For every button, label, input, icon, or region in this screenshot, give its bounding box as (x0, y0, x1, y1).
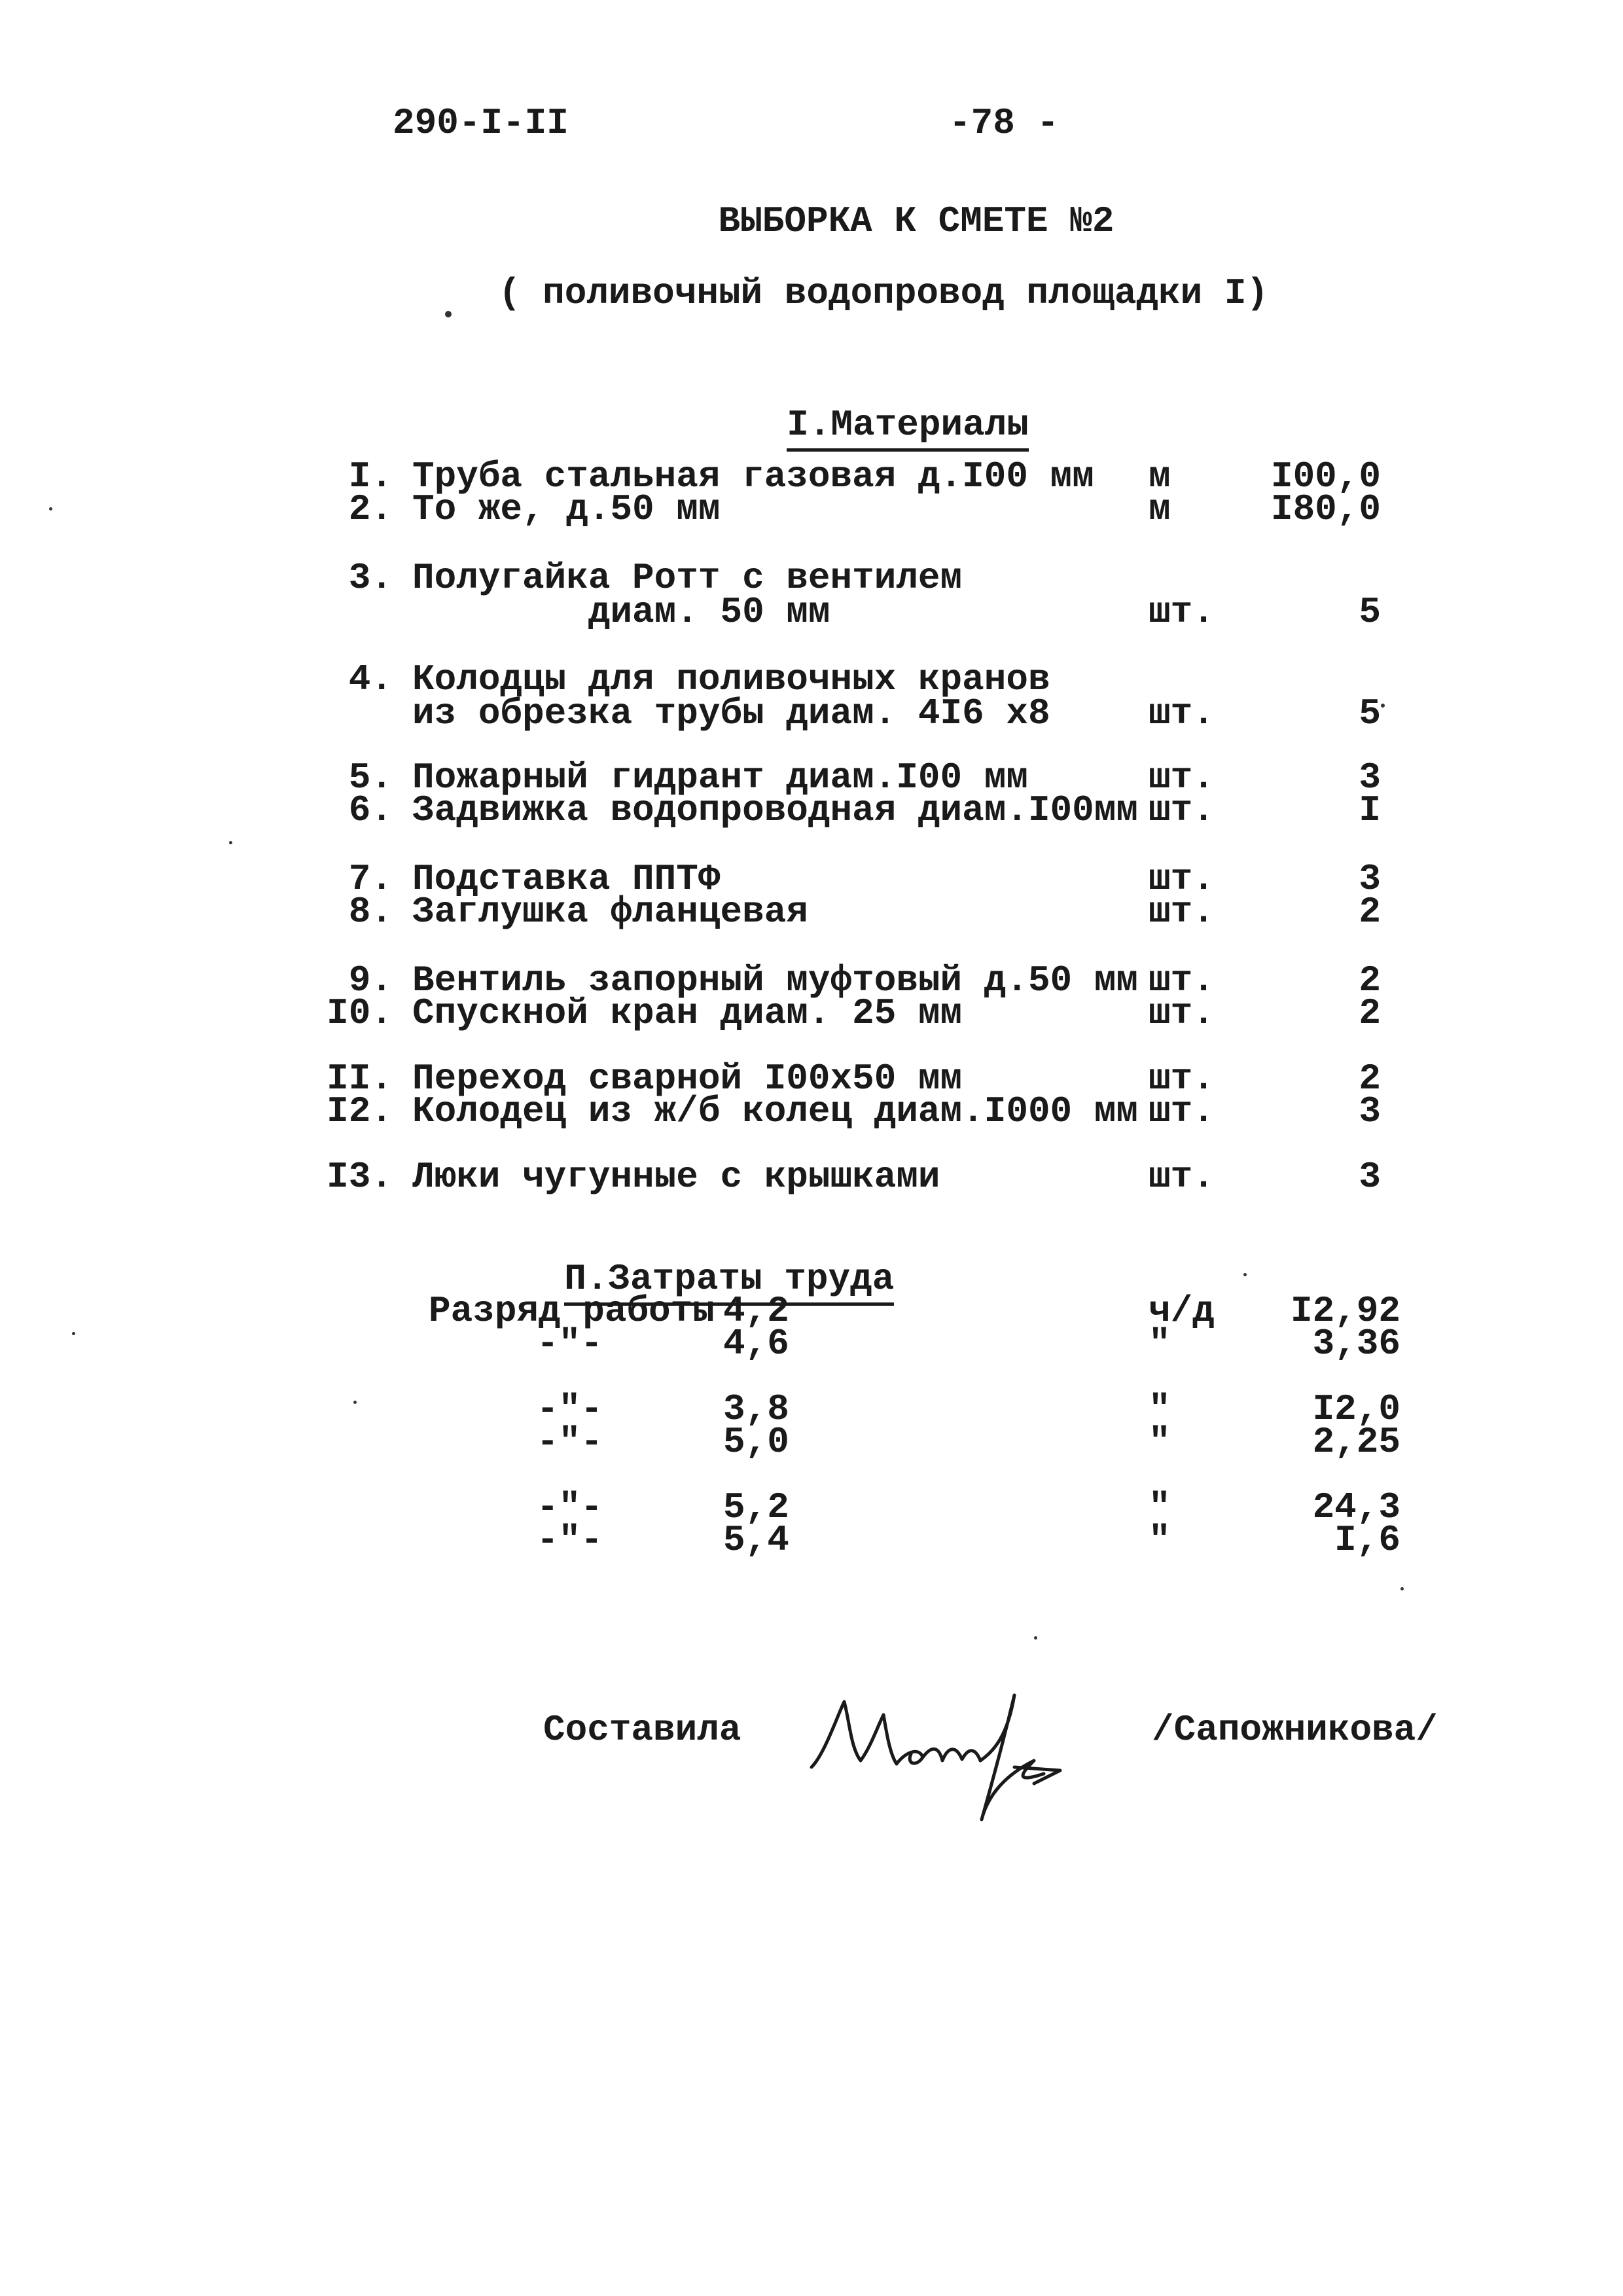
material-name: То же, д.50 мм (412, 488, 721, 530)
labor-value: 24,3 (1312, 1486, 1400, 1528)
material-quantity: 2 (1359, 891, 1381, 933)
material-quantity: 3 (1359, 757, 1381, 798)
page-number: -78 - (949, 102, 1060, 144)
material-quantity: 2 (1359, 960, 1381, 1001)
labor-unit: " (1149, 1421, 1171, 1463)
compiler-name: /Сапожникова/ (1152, 1709, 1438, 1751)
labor-unit: " (1149, 1388, 1171, 1430)
compiled-by-label: Составила (543, 1709, 741, 1751)
material-number: 3. (348, 557, 393, 599)
material-number: 6. (348, 789, 393, 831)
material-name: Спускной кран диам. 25 мм (412, 992, 963, 1034)
material-unit: м (1149, 488, 1171, 530)
material-quantity: 3 (1359, 1090, 1381, 1132)
scan-speck (229, 841, 232, 844)
material-quantity: 5 (1359, 591, 1381, 633)
labor-heading (520, 1224, 895, 1300)
material-quantity: I80,0 (1270, 488, 1381, 530)
labor-grade: 4,2 (723, 1290, 789, 1332)
scan-speck (1034, 1636, 1037, 1640)
document-title: ВЫБОРКА К СМЕТЕ №2 (718, 200, 1115, 242)
material-number: 9. (348, 960, 393, 1001)
material-name: Задвижка водопроводная диам.I00мм (412, 789, 1138, 831)
scan-speck (1400, 1587, 1404, 1590)
labor-value: I2,92 (1290, 1290, 1400, 1332)
labor-unit: " (1149, 1519, 1171, 1561)
material-number: 2. (348, 488, 393, 530)
labor-unit: " (1149, 1323, 1171, 1365)
labor-label: -"- (537, 1486, 603, 1528)
labor-label: -"- (537, 1388, 603, 1430)
material-number: I2. (327, 1090, 393, 1132)
scan-speck (72, 1332, 75, 1335)
labor-unit: ч/д (1149, 1290, 1215, 1332)
material-unit: шт. (1149, 1156, 1215, 1198)
labor-value: 3,36 (1312, 1323, 1400, 1365)
material-unit: шт. (1149, 891, 1215, 933)
material-quantity: 3 (1359, 858, 1381, 900)
labor-value: I2,0 (1312, 1388, 1400, 1430)
labor-value: 2,25 (1312, 1421, 1400, 1463)
scan-speck (353, 1401, 357, 1404)
labor-value: I,6 (1334, 1519, 1400, 1561)
labor-grade: 3,8 (723, 1388, 789, 1430)
material-name: из обрезка трубы диам. 4I6 х8 (412, 692, 1050, 734)
material-quantity: 3 (1359, 1156, 1381, 1198)
material-number: I. (348, 456, 393, 497)
material-quantity: 2 (1359, 992, 1381, 1034)
material-quantity: 5 (1359, 692, 1381, 734)
scan-speck (1243, 1273, 1247, 1276)
labor-label: -"- (537, 1323, 603, 1365)
material-number: 4. (348, 658, 393, 700)
materials-heading-text: I.Материалы (787, 404, 1029, 452)
labor-label: -"- (537, 1421, 603, 1463)
material-unit: шт. (1149, 789, 1215, 831)
material-quantity: 2 (1359, 1058, 1381, 1100)
labor-unit: " (1149, 1486, 1171, 1528)
labor-heading-text: П.Затраты труда (564, 1258, 894, 1306)
material-quantity: I (1359, 789, 1381, 831)
material-name: Подставка ППТФ (412, 858, 721, 900)
material-quantity: I00,0 (1270, 456, 1381, 497)
material-number: II. (327, 1058, 393, 1100)
labor-grade: 5,2 (723, 1486, 789, 1528)
material-name: Заглушка фланцевая (412, 891, 808, 933)
material-unit: шт. (1149, 992, 1215, 1034)
document-subtitle: ( поливочный водопровод площадки I) (498, 272, 1269, 314)
material-name: Переход сварной I00х50 мм (412, 1058, 963, 1100)
signature (798, 1676, 1099, 1846)
labor-label: -"- (537, 1519, 603, 1561)
material-number: 7. (348, 858, 393, 900)
material-name: Полугайка Ротт с вентилем (412, 557, 963, 599)
material-unit: шт. (1149, 692, 1215, 734)
scan-speck (1381, 704, 1385, 708)
material-unit: шт. (1149, 1058, 1215, 1100)
material-name: диам. 50 мм (412, 591, 830, 633)
scan-speck (445, 311, 452, 317)
labor-label: Разряд работы (429, 1290, 715, 1332)
material-number: 5. (348, 757, 393, 798)
material-name: Колодцы для поливочных кранов (412, 658, 1050, 700)
material-name: Пожарный гидрант диам.I00 мм (412, 757, 1028, 798)
materials-heading (743, 370, 1029, 446)
labor-grade: 5,0 (723, 1421, 789, 1463)
material-name: Вентиль запорный муфтовый д.50 мм (412, 960, 1138, 1001)
material-unit: шт. (1149, 1090, 1215, 1132)
scan-speck (49, 507, 52, 511)
material-unit: м (1149, 456, 1171, 497)
material-unit: шт. (1149, 757, 1215, 798)
material-unit: шт. (1149, 858, 1215, 900)
material-number: I3. (327, 1156, 393, 1198)
material-name: Колодец из ж/б колец диам.I000 мм (412, 1090, 1138, 1132)
material-name: Люки чугунные с крышками (412, 1156, 940, 1198)
material-name: Труба стальная газовая д.I00 мм (412, 456, 1094, 497)
labor-grade: 4,6 (723, 1323, 789, 1365)
material-unit: шт. (1149, 960, 1215, 1001)
material-unit: шт. (1149, 591, 1215, 633)
document-code: 290-I-II (393, 102, 569, 144)
labor-grade: 5,4 (723, 1519, 789, 1561)
material-number: I0. (327, 992, 393, 1034)
material-number: 8. (348, 891, 393, 933)
